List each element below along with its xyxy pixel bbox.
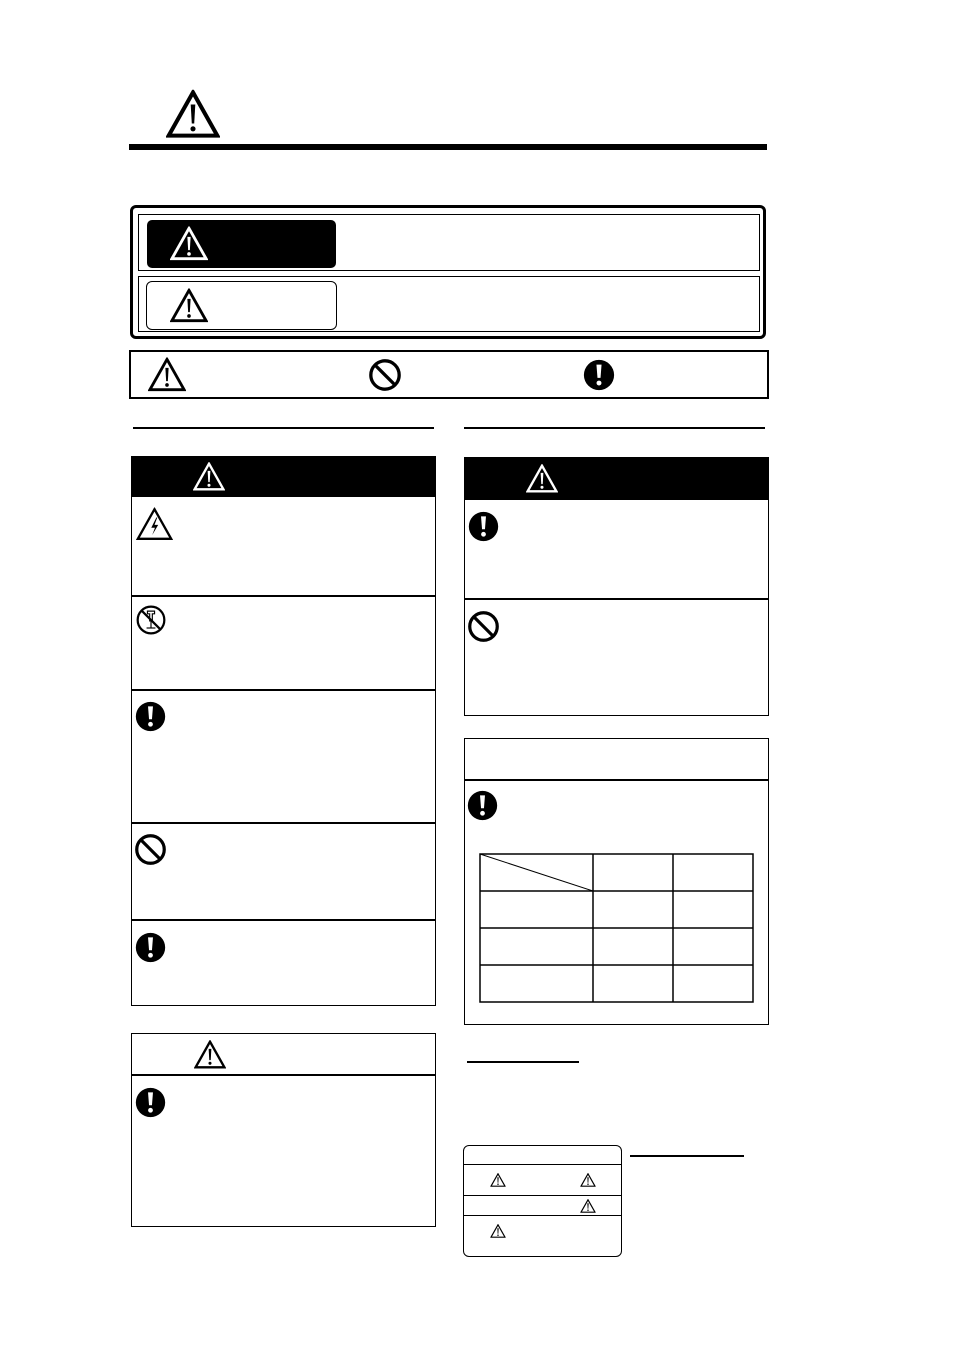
right-column-heading-rule	[464, 427, 765, 429]
right-warning-header	[464, 457, 769, 500]
mandatory-action-icon	[467, 510, 500, 543]
item-divider	[131, 595, 436, 597]
item-divider	[131, 919, 436, 921]
left-warning-header	[131, 456, 436, 497]
electric-shock-icon	[136, 507, 173, 541]
caution-header-divider	[131, 1074, 436, 1076]
warning-triangle-icon	[193, 462, 225, 491]
prohibition-icon	[368, 358, 402, 392]
warning-triangle-icon	[526, 464, 558, 493]
label-section-rule	[467, 1061, 579, 1063]
mandatory-action-icon	[466, 789, 499, 822]
prohibition-icon	[134, 833, 167, 866]
warning-label-sticker	[463, 1145, 622, 1257]
warning-triangle-icon	[490, 1224, 506, 1238]
warning-triangle-icon	[170, 288, 208, 323]
sticker-divider	[463, 1215, 622, 1216]
mandatory-action-icon	[582, 358, 616, 392]
warning-triangle-icon	[194, 1040, 226, 1069]
no-disassemble-icon	[135, 604, 167, 636]
item-divider	[131, 822, 436, 824]
symbol-legend	[129, 350, 769, 399]
left-caution-box	[131, 1033, 436, 1227]
label-callout-rule	[630, 1155, 744, 1157]
prohibition-icon	[467, 610, 500, 643]
warning-triangle-icon	[148, 357, 186, 392]
warning-triangle-icon	[170, 226, 208, 261]
warning-triangle-icon	[490, 1173, 506, 1187]
left-warning-box	[131, 456, 436, 1006]
title-rule	[129, 144, 767, 150]
mandatory-action-icon	[134, 700, 167, 733]
left-column-heading-rule	[133, 427, 434, 429]
item-divider	[464, 598, 769, 600]
mandatory-action-icon	[134, 1086, 167, 1119]
item-divider	[131, 689, 436, 691]
warning-triangle-icon	[580, 1173, 596, 1187]
distance-header-divider	[464, 779, 769, 781]
warning-triangle-icon	[580, 1199, 596, 1213]
sticker-divider	[463, 1195, 622, 1196]
distance-table	[479, 853, 754, 1003]
mandatory-action-icon	[134, 931, 167, 964]
warning-triangle-icon	[166, 89, 220, 139]
sticker-divider	[463, 1164, 622, 1165]
